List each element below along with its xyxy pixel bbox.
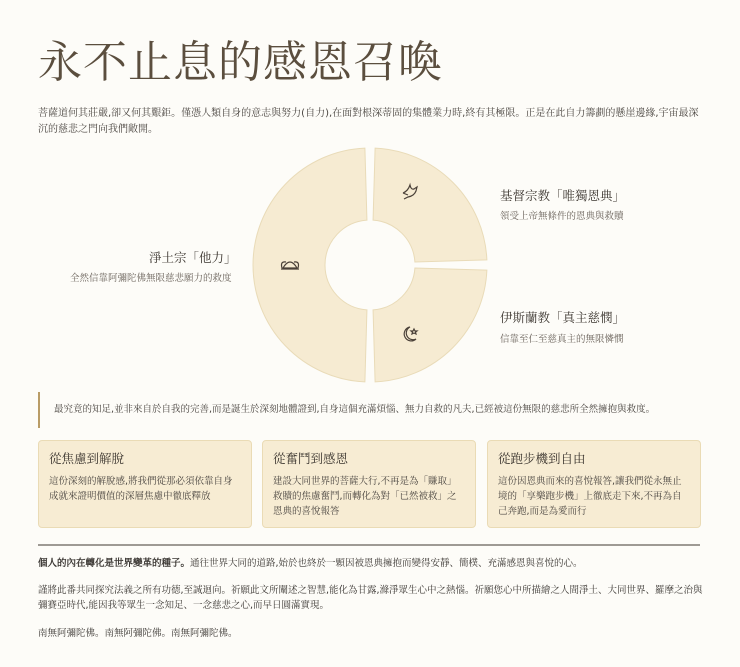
closing-bold-lead: 個人的內在轉化是世界變革的種子。	[38, 558, 191, 569]
card-title: 從奮鬥到感恩	[273, 451, 349, 466]
card-body: 這份因恩典而來的喜悅報答,讓我們從永無止境的「享樂跑步機」上徹底走下來,不再為自己奔跑,而是為愛而行	[498, 476, 682, 517]
highlight-quote: 最究竟的知足,並非來自於自我的完善,而是誕生於深刻地體證到,自身這個充滿煩惱、無力自救的凡夫,已經被這份無限的慈悲所全然擁抱與救度。	[38, 392, 698, 428]
tradition-desc-pure-land: 全然信靠阿彌陀佛無限慈悲願力的救度	[70, 273, 232, 284]
closing-paragraph-1	[38, 556, 708, 571]
segment-christianity	[373, 148, 487, 262]
tradition-label-pure-land: 淨土宗「他力」	[149, 250, 237, 265]
card-striving-to-gratitude	[262, 440, 476, 528]
section-divider	[38, 544, 700, 546]
closing-paragraph-3: 南無阿彌陀佛。南無阿彌陀佛。南無阿彌陀佛。	[38, 628, 238, 639]
intro-paragraph: 菩薩道何其莊嚴,卻又何其艱鉅。僅憑人類自身的意志與努力(自力),在面對根深蒂固的集體業力時,終有其極限。正是在此自力籌劃的懸崖邊緣,宇宙最深沉的慈悲之門向我們敞開。	[38, 108, 699, 135]
tradition-desc-christianity: 領受上帝無條件的恩典與救贖	[500, 211, 624, 222]
segment-pure-land	[253, 148, 367, 382]
card-title: 從跑步機到自由	[498, 451, 586, 466]
card-treadmill-to-freedom	[487, 440, 701, 528]
tradition-label-christianity: 基督宗教「唯獨恩典」	[500, 188, 626, 203]
segment-islam	[373, 268, 487, 382]
tradition-label-islam: 伊斯蘭教「真主慈憫」	[500, 310, 626, 325]
tradition-desc-islam: 信靠至仁至慈真主的無限憐憫	[500, 334, 624, 345]
page-title: 永不止息的感恩召喚	[38, 37, 443, 88]
card-anxiety-to-liberation	[38, 440, 252, 528]
card-body: 這份深刻的解脫感,將我們從那必須依靠自身成就來證明價值的深層焦慮中徹底釋放	[49, 476, 233, 502]
closing-paragraph-2: 謹將此番共同探究法義之所有功德,至誠迴向。祈願此文所闡述之智慧,能化為甘露,滌淨眾生心中之熱惱。祈願您心中所描繪之人間淨土、大同世界、羅摩之治與彌賽亞時代,能因我等眾生一念知足、一念慈悲之心,而早日圓滿實現。	[38, 585, 703, 611]
ring-segments	[253, 148, 487, 382]
card-title: 從焦慮到解脫	[49, 451, 125, 466]
card-body: 建設大同世界的菩薩大行,不再是為「賺取」救贖的焦慮奮鬥,而轉化為對「已然被救」之恩典的喜悅報答	[273, 476, 457, 517]
closing-p1-text: 通往世界大同的道路,始於也終於一顆因被恩典擁抱而變得安靜、簡樸、充滿感恩與喜悅的心。	[190, 558, 583, 569]
